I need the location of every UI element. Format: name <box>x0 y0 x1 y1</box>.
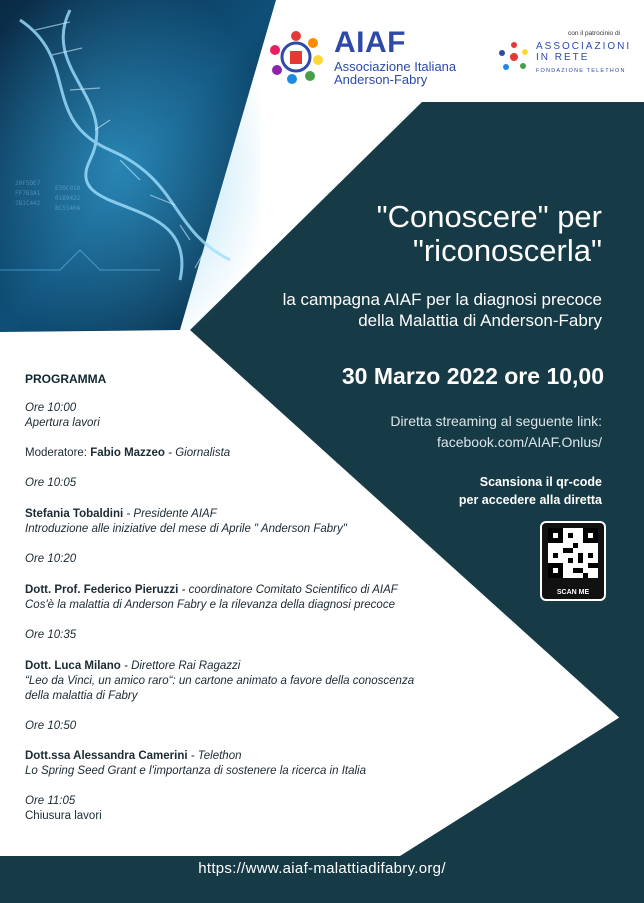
time-slot-5: Ore 10:50 <box>25 720 77 732</box>
associazioni-star-icon <box>497 40 531 74</box>
program-heading: PROGRAMMA <box>25 372 107 386</box>
website-link[interactable]: https://www.aiaf-malattiadifabry.org/ <box>198 860 446 877</box>
aiaf-people-icon <box>268 28 324 84</box>
streaming-info: Diretta streaming al seguente link: facebook.com/AIAF.Onlus/ <box>390 411 602 453</box>
scan-me-label: SCAN ME <box>556 589 590 596</box>
aiaf-full-name: Associazione Italiana Anderson-Fabry <box>334 59 457 87</box>
svg-text:20F5DE7: 20F5DE7 <box>15 180 41 187</box>
speaker-2: Dott. Prof. Federico Pieruzzi - coordinatore Comitato Scientifico di AIAF Cos'è la malattia di Anderson Fabry e la rilevanza della diagnosi precoce <box>25 584 398 611</box>
speaker-4: Dott.ssa Alessandra Camerini - Telethon Lo Spring Seed Grant e l'importanza di sostenere la ricerca in Italia <box>25 750 366 777</box>
facebook-link[interactable]: facebook.com/AIAF.Onlus/ <box>437 434 602 450</box>
event-date: 30 Marzo 2022 ore 10,00 <box>341 363 604 389</box>
campaign-subtitle: la campagna AIAF per la diagnosi precoce della Malattia di Anderson-Fabry <box>282 290 602 330</box>
time-slot-4: Ore 10:35 <box>25 629 77 641</box>
svg-text:8C5140A: 8C5140A <box>55 205 81 212</box>
aiaf-short-name: AIAF <box>334 26 406 59</box>
page-title: "Conoscere" per "riconoscerla" <box>376 199 602 268</box>
aiaf-logo <box>268 28 468 88</box>
time-slot-1: Ore 10:00 Apertura lavori <box>25 402 100 429</box>
svg-text:E39C01D: E39C01D <box>55 185 81 192</box>
qr-code-icon <box>548 528 598 578</box>
svg-text:7B1C442: 7B1C442 <box>15 200 41 207</box>
moderator-line: Moderatore: Fabio Mazzeo - Giornalista <box>25 447 231 459</box>
speaker-1: Stefania Tobaldini - Presidente AIAF Introduzione alle iniziative del mese di Aprile " Anderson Fabry" <box>25 508 347 535</box>
time-slot-2: Ore 10:05 <box>25 477 77 489</box>
speaker-3: Dott. Luca Milano - Direttore Rai Ragazzi “Leo da Vinci, un amico raro“: un cartone animato a favore della conoscenza della malattia di Fabry <box>25 660 415 702</box>
scan-instructions: Scansiona il qr-code per accedere alla diretta <box>458 475 602 507</box>
svg-text:01B9422: 01B9422 <box>55 195 81 202</box>
qr-code[interactable] <box>540 521 606 601</box>
time-slot-3: Ore 10:20 <box>25 553 77 565</box>
svg-text:FF7B3A1: FF7B3A1 <box>15 190 41 197</box>
fondazione-telethon-label: FONDAZIONE TELETHON <box>536 68 626 74</box>
associazioni-title: ASSOCIAZIONI IN RETE <box>536 41 632 63</box>
patron-label: con il patrocinio di <box>567 30 620 37</box>
time-slot-6: Ore 11:05 Chiusura lavori <box>25 795 102 822</box>
